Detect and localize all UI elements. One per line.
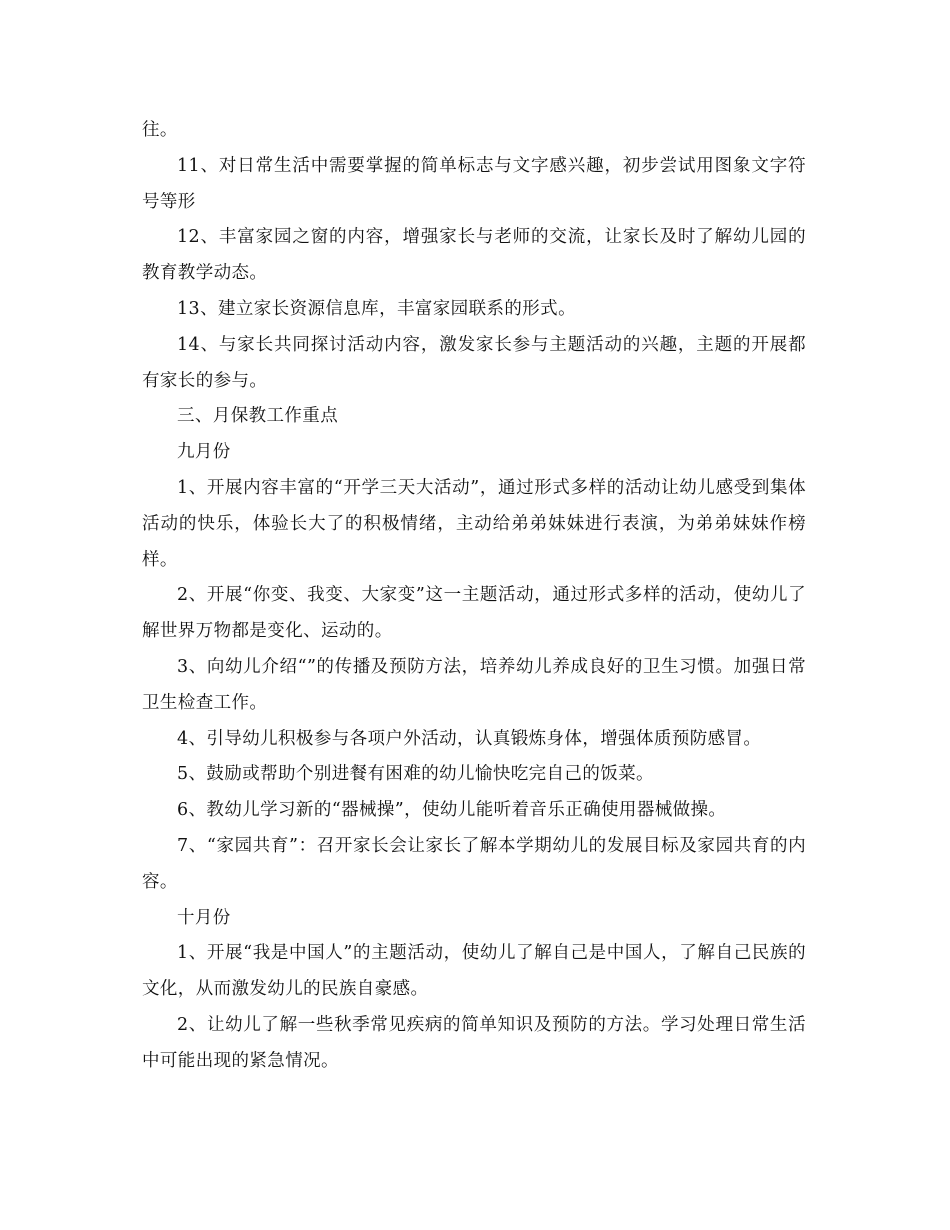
october-item-1: 1、开展“我是中国人”的主题活动，使幼儿了解自己是中国人，了解自己民族的文化，从而激发幼儿的民族自豪感。 — [142, 943, 806, 1000]
paragraph-item-11: 11、对日常生活中需要掌握的简单标志与文字感兴趣，初步尝试用图象文字符号等形 — [142, 155, 806, 212]
september-item-1: 1、开展内容丰富的“开学三天大活动”，通过形式多样的活动让幼儿感受到集体活动的快乐，体验长大了的积极情绪，主动给弟弟妹妹进行表演，为弟弟妹妹作榜样。 — [142, 477, 806, 570]
september-item-2: 2、开展“你变、我变、大家变”这一主题活动，通过形式多样的活动，使幼儿了解世界万物都是变化、运动的。 — [142, 585, 806, 642]
september-item-5: 5、鼓励或帮助个别进餐有困难的幼儿愉快吃完自己的饭菜。 — [177, 764, 654, 785]
month-heading-october: 十月份 — [177, 907, 231, 928]
september-item-6: 6、教幼儿学习新的“器械操”，使幼儿能听着音乐正确使用器械做操。 — [177, 800, 727, 821]
paragraph-item-12: 12、丰富家园之窗的内容，增强家长与老师的交流，让家长及时了解幼儿园的教育教学动态。 — [142, 227, 806, 284]
paragraph-item-14: 14、与家长共同探讨活动内容，激发家长参与主题活动的兴趣，主题的开展都有家长的参与。 — [142, 334, 806, 391]
document-body — [142, 113, 806, 1080]
september-item-4: 4、引导幼儿积极参与各项户外活动，认真锻炼身体，增强体质预防感冒。 — [177, 728, 762, 749]
section-heading: 三、月保教工作重点 — [177, 406, 339, 427]
october-item-2: 2、让幼儿了解一些秋季常见疾病的简单知识及预防的方法。学习处理日常生活中可能出现的紧急情况。 — [142, 1014, 806, 1071]
paragraph-continuation: 往。 — [142, 120, 178, 140]
paragraph-item-13: 13、建立家长资源信息库，丰富家园联系的形式。 — [177, 298, 576, 319]
september-item-3: 3、向幼儿介绍“”的传播及预防方法，培养幼儿养成良好的卫生习惯。加强日常卫生检查工作。 — [142, 656, 806, 713]
month-heading-september: 九月份 — [177, 442, 231, 463]
september-item-7: 7、“家园共育”：召开家长会让家长了解本学期幼儿的发展目标及家园共育的内容。 — [142, 835, 806, 892]
